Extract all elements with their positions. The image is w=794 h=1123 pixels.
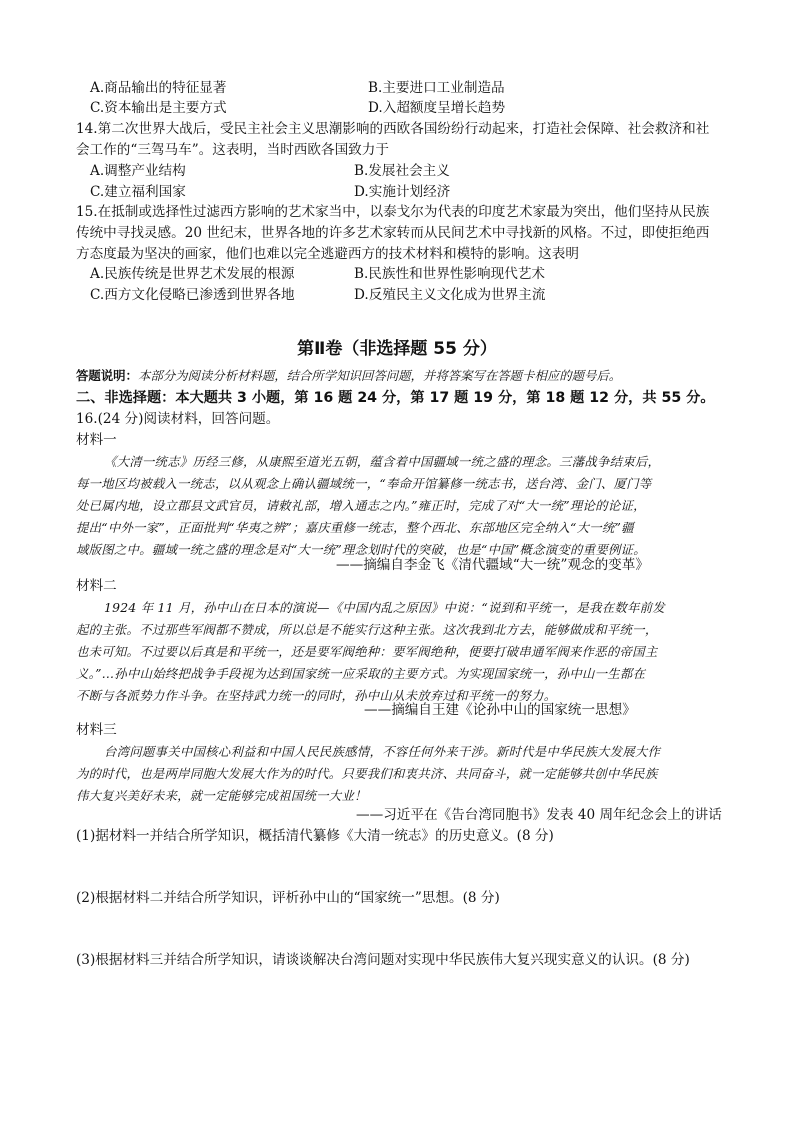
material-3-source: ——习近平在《告台湾同胞书》发表 40 周年纪念会上的讲话: [356, 807, 722, 823]
material-3-label: 材料三: [76, 722, 117, 738]
q15-option-c: C.西方文化侵略已渗透到世界各地: [90, 287, 295, 303]
q15-stem-line-1: 15.在抵制或选择性过滤西方影响的艺术家当中，以泰戈尔为代表的印度艺术家最为突出，他们坚持从民族: [76, 204, 710, 220]
material-1-line-2: 每一地区均被载入一统志，以从观念上确认疆域统一，“奉命开馆纂修一统志书，送台湾、金门、厦门等: [76, 476, 652, 491]
q16-subquestion-1: (1)据材料一并结合所学知识，概括清代纂修《大清一统志》的历史意义。(8 分): [76, 828, 554, 844]
q15-stem-line-2: 传统中寻找灵感。20 世纪末，世界各地的许多艺术家转而从民间艺术中寻找新的风格。不过，即使拒绝西: [76, 225, 710, 241]
q15-option-d: D.反殖民主义文化成为世界主流: [354, 287, 546, 303]
q15-stem-line-3: 方态度最为坚决的画家，他们也难以完全逃避西方的技术材料和模特的影响。这表明: [76, 246, 579, 262]
material-2-line-1: 1924 年 11 月，孙中山在日本的演说—《中国内乱之原因》中说：“说到和平统一，是我在数年前发: [104, 600, 665, 615]
q14-option-a: A.调整产业结构: [90, 163, 186, 179]
material-1-line-4: 提出“中外一家”，正面批判“华夷之辨”；嘉庆重修一统志，整个西北、东部地区完全纳入“大一统”疆: [76, 520, 634, 535]
material-2-label: 材料二: [76, 578, 117, 594]
q14-option-d: D.实施计划经济: [354, 184, 451, 200]
q15-option-a: A.民族传统是世界艺术发展的根源: [90, 266, 295, 282]
material-2-line-5: 不断与各派势力作斗争。在坚持武力统一的同时，孙中山从未放弃过和平统一的努力。: [76, 688, 557, 703]
q15-option-b: B.民族性和世界性影响现代艺术: [354, 266, 546, 282]
q16-subquestion-2: (2)根据材料二并结合所学知识，评析孙中山的“国家统一”思想。(8 分): [76, 890, 500, 906]
q14-option-b: B.发展社会主义: [354, 163, 450, 179]
material-1-line-3: 处已属内地，设立郡县文武官员，请敕礼部，增入通志之内。”雍正时，完成了对“大一统”理论的论证，: [76, 498, 646, 513]
q14-stem-line-2: 会工作的“三驾马车”。这表明，当时西欧各国致力于: [76, 142, 389, 158]
q13-option-b: B.主要进口工业制造品: [368, 80, 505, 96]
q14-stem-line-1: 14.第二次世界大战后，受民主社会主义思潮影响的西欧各国纷纷行动起来，打造社会保障、社会救济和社: [76, 121, 710, 137]
part2-title: 第Ⅱ卷（非选择题 55 分）: [297, 339, 497, 359]
material-3-line-3: 伟大复兴美好未来，就一定能够完成祖国统一大业！: [76, 788, 367, 803]
answer-instructions: [76, 366, 621, 386]
q16-intro: 16.(24 分)阅读材料，回答问题。: [76, 411, 280, 427]
material-2-line-2: 起的主张。不过那些军阀都不赞成，所以总是不能实行这种主张。这次我到北方去，能够做成和平统一，: [76, 622, 658, 637]
material-2-line-3: 也未可知。不过要以后真是和平统一，还是要军阀绝种：要军阀绝种，便要打破串通军阀来作恶的帝国主: [76, 644, 658, 659]
material-2-source: ——摘编自王建《论孙中山的国家统一思想》: [364, 702, 636, 718]
q14-option-c: C.建立福利国家: [90, 184, 186, 200]
material-2-line-4: 义。”…孙中山始终把战争手段视为达到国家统一应采取的主要方式。为实现国家统一，孙中山一生都在: [76, 666, 646, 681]
material-1-line-5: 域版图之中。疆域一统之盛的理念是对“大一统”理念划时代的突破，也是“中国”概念演变的重要例证。: [76, 542, 646, 557]
answer-instructions-label: 答题说明：: [76, 368, 138, 383]
q16-subquestion-3: (3)根据材料三并结合所学知识，请谈谈解决台湾问题对实现中华民族伟大复兴现实意义的认识。(8 分): [76, 952, 690, 968]
material-1-source: ——摘编自李金飞《清代疆域“大一统”观念的变革》: [336, 557, 649, 573]
q13-option-d: D.入超额度呈增长趋势: [368, 100, 506, 116]
material-1-line-1: 《大清一统志》历经三修，从康熙至道光五朝，蕴含着中国疆域一统之盛的理念。三藩战争结束后，: [104, 454, 661, 469]
answer-instructions-text: 本部分为阅读分析材料题，结合所学知识回答问题，并将答案写在答题卡相应的题号后。: [137, 368, 622, 383]
q13-option-c: C.资本输出是主要方式: [90, 100, 227, 116]
q13-option-a: A.商品输出的特征显著: [90, 80, 227, 96]
material-3-line-2: 为的时代，也是两岸同胞大发展大作为的时代。只要我们和衷共济、共同奋斗，就一定能够共创中华民族: [76, 766, 658, 781]
section-heading: 二、非选择题：本大题共 3 小题，第 16 题 24 分，第 17 题 19 分，第 18 题 12 分，共 55 分。: [76, 390, 715, 406]
material-3-line-1: 台湾问题事关中国核心利益和中国人民民族感情，不容任何外来干涉。新时代是中华民族大发展大作: [104, 744, 661, 759]
material-1-label: 材料一: [76, 432, 117, 448]
